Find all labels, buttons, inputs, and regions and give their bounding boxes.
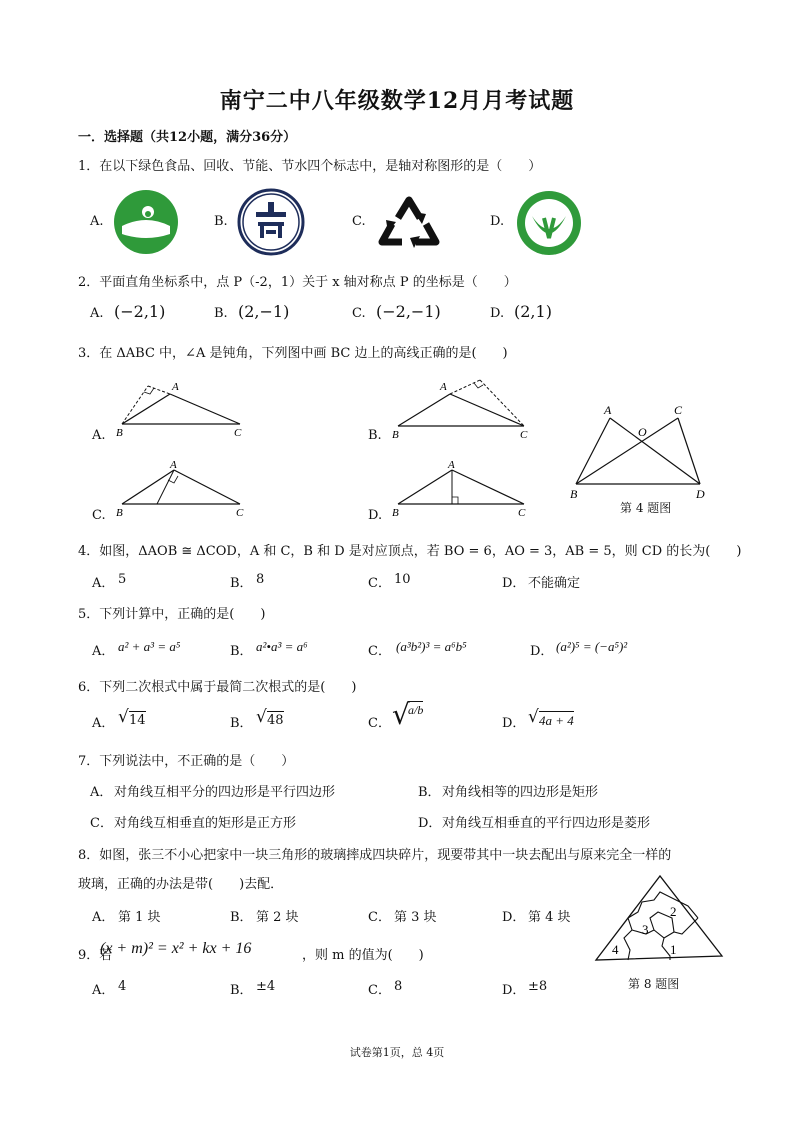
svg-text:C: C <box>236 507 244 519</box>
q4-option-a-key: A． <box>92 576 115 591</box>
q7-option-d-key: D． <box>418 816 442 831</box>
q4-option-a: 5 <box>118 572 127 587</box>
svg-text:A: A <box>604 403 612 417</box>
q7-option-b: 对角线相等的四边形是矩形 <box>442 785 599 800</box>
svg-text:2: 2 <box>670 904 677 919</box>
q2-option-b: (2,−1) <box>238 302 290 321</box>
q8-option-b: 第 2 块 <box>256 910 299 925</box>
q5-option-b-key: B． <box>230 644 253 659</box>
q9-option-c: 8 <box>394 979 403 994</box>
q7-option-a-key: A． <box>90 785 113 800</box>
question-9-expression: (x + m)² = x² + kx + 16 <box>100 940 252 957</box>
q7-option-c: 对角线互相垂直的矩形是正方形 <box>114 816 297 831</box>
q1-label-d: D. <box>490 214 505 229</box>
q8-option-a-key: A． <box>92 910 115 925</box>
q1-label-c: C. <box>352 214 366 229</box>
svg-text:A: A <box>440 381 447 393</box>
q6-option-d-key: D． <box>502 716 526 731</box>
q1-label-b: B. <box>214 214 228 229</box>
q5-option-a: a² + a³ = a⁵ <box>118 639 181 654</box>
q2-option-b-key: B. <box>214 306 228 321</box>
q6-option-b-key: B． <box>230 716 253 731</box>
q2-option-c: (−2,−1) <box>376 302 441 321</box>
q8-option-d-key: D． <box>502 910 526 925</box>
q9-option-c-key: C． <box>368 983 391 998</box>
q3-label-a: A. <box>92 428 106 443</box>
question-6-stem: 6．下列二次根式中属于最简二次根式的是( ) <box>78 680 357 695</box>
q6-option-c: a/b <box>408 703 424 717</box>
question-3-stem: 3．在 ΔABC 中，∠A 是钝角，下列图中画 BC 边上的高线正确的是( ) <box>78 346 508 361</box>
q6-radical-c-icon: √ <box>392 698 410 731</box>
recycle-logo-icon <box>374 190 444 254</box>
q3-label-b: B. <box>368 428 382 443</box>
svg-text:O: O <box>638 425 647 439</box>
q8-figure-caption: 第 8 题图 <box>628 977 680 991</box>
q2-option-d: (2,1) <box>514 302 552 321</box>
q4-option-c-key: C． <box>368 576 391 591</box>
green-food-logo-icon <box>112 188 180 256</box>
q9-option-d: ±8 <box>528 979 548 994</box>
q3-figure-a <box>112 376 252 438</box>
svg-text:A: A <box>448 459 455 471</box>
q3-figure-d <box>388 456 538 520</box>
q6-radical-b-icon: √ <box>256 707 267 727</box>
svg-text:3: 3 <box>642 922 649 937</box>
q8-figure <box>590 872 726 964</box>
q4-option-b: 8 <box>256 572 265 587</box>
svg-text:C: C <box>674 403 683 417</box>
q6-option-a-key: A． <box>92 716 115 731</box>
svg-text:B: B <box>116 507 123 519</box>
q7-option-c-key: C． <box>90 816 113 831</box>
q5-option-b: a²•a³ = a⁶ <box>256 639 308 654</box>
question-2-stem: 2．平面直角坐标系中，点 P（-2，1）关于 x 轴对称点 P 的坐标是（ ） <box>78 275 517 290</box>
q2-option-d-key: D. <box>490 306 505 321</box>
q2-option-a: (−2,1) <box>114 302 166 321</box>
q7-option-d: 对角线互相垂直的平行四边形是菱形 <box>442 816 651 831</box>
svg-text:A: A <box>170 459 177 471</box>
q5-option-d: (a²)⁵ = (−a⁵)² <box>556 639 628 654</box>
q3-figure-b <box>388 372 538 440</box>
q6-option-a: 14 <box>129 713 146 728</box>
paper-title: 南宁二中八年级数学12月月考试题 <box>219 88 575 114</box>
q8-option-b-key: B． <box>230 910 253 925</box>
section-heading: 一．选择题（共12小题，满分36分） <box>78 130 297 145</box>
q5-option-a-key: A． <box>92 644 115 659</box>
svg-text:4: 4 <box>612 942 619 957</box>
q8-option-c-key: C． <box>368 910 391 925</box>
svg-text:B: B <box>570 487 578 501</box>
q3-label-c: C. <box>92 508 106 523</box>
q7-option-a: 对角线互相平分的四边形是平行四边形 <box>114 785 336 800</box>
q9-option-b: ±4 <box>256 979 276 994</box>
q6-radical-d-icon: √ <box>528 707 539 727</box>
q2-option-c-key: C. <box>352 306 366 321</box>
q9-option-d-key: D． <box>502 983 526 998</box>
svg-text:1: 1 <box>670 942 677 957</box>
question-8-stem-line2: 玻璃，正确的办法是带( )去配． <box>78 877 284 892</box>
q5-option-c-key: C． <box>368 644 391 659</box>
q9-option-a: 4 <box>118 979 127 994</box>
q8-option-d: 第 4 块 <box>528 910 571 925</box>
energy-saving-logo-icon <box>236 188 306 256</box>
svg-text:A: A <box>172 381 179 393</box>
water-saving-logo-icon <box>514 188 584 258</box>
q8-option-c: 第 3 块 <box>394 910 437 925</box>
q9-option-b-key: B． <box>230 983 253 998</box>
q7-option-b-key: B． <box>418 785 441 800</box>
svg-text:D: D <box>696 487 705 501</box>
q8-option-a: 第 1 块 <box>118 910 161 925</box>
question-5-stem: 5．下列计算中，正确的是( ) <box>78 607 266 622</box>
svg-text:C: C <box>520 429 528 440</box>
q1-label-a: A. <box>90 214 104 229</box>
question-7-stem: 7．下列说法中，不正确的是（ ） <box>78 754 295 769</box>
q3-label-d: D. <box>368 508 383 523</box>
q5-option-c: (a³b²)³ = a⁶b⁵ <box>396 639 467 654</box>
q4-option-d: 不能确定 <box>528 576 581 591</box>
q4-figure <box>566 402 716 504</box>
svg-text:B: B <box>392 507 399 519</box>
q4-option-c: 10 <box>394 572 411 587</box>
q3-figure-c <box>112 456 252 520</box>
q4-figure-caption: 第 4 题图 <box>620 501 672 515</box>
question-4-stem: 4．如图，ΔAOB ≅ ΔCOD，A 和 C，B 和 D 是对应顶点，若 BO = 6，AO = 3，AB = 5，则 CD 的长为( ) <box>78 544 742 559</box>
q6-option-d: 4a + 4 <box>539 713 574 728</box>
q5-option-d-key: D． <box>530 644 554 659</box>
question-1-stem: 1．在以下绿色食品、回收、节能、节水四个标志中，是轴对称图形的是（ ） <box>78 159 542 174</box>
q4-option-d-key: D． <box>502 576 526 591</box>
q6-option-c-key: C． <box>368 716 391 731</box>
q2-option-a-key: A. <box>90 306 104 321</box>
svg-text:C: C <box>518 507 526 519</box>
q4-option-b-key: B． <box>230 576 253 591</box>
q9-option-a-key: A． <box>92 983 115 998</box>
question-8-stem-line1: 8．如图，张三不小心把家中一块三角形的玻璃摔成四块碎片，现要带其中一块去配出与原来完全一样的 <box>78 848 672 863</box>
question-9-stem-pre: 9．若 <box>78 948 113 963</box>
q6-option-b: 48 <box>267 713 284 728</box>
page-footer: 试卷第1页，总 4页 <box>349 1046 445 1059</box>
svg-text:C: C <box>234 427 242 438</box>
svg-text:B: B <box>116 427 123 438</box>
question-9-stem-post: ，则 m 的值为( ) <box>302 948 424 963</box>
q6-radical-a-icon: √ <box>118 707 129 727</box>
svg-text:B: B <box>392 429 399 440</box>
